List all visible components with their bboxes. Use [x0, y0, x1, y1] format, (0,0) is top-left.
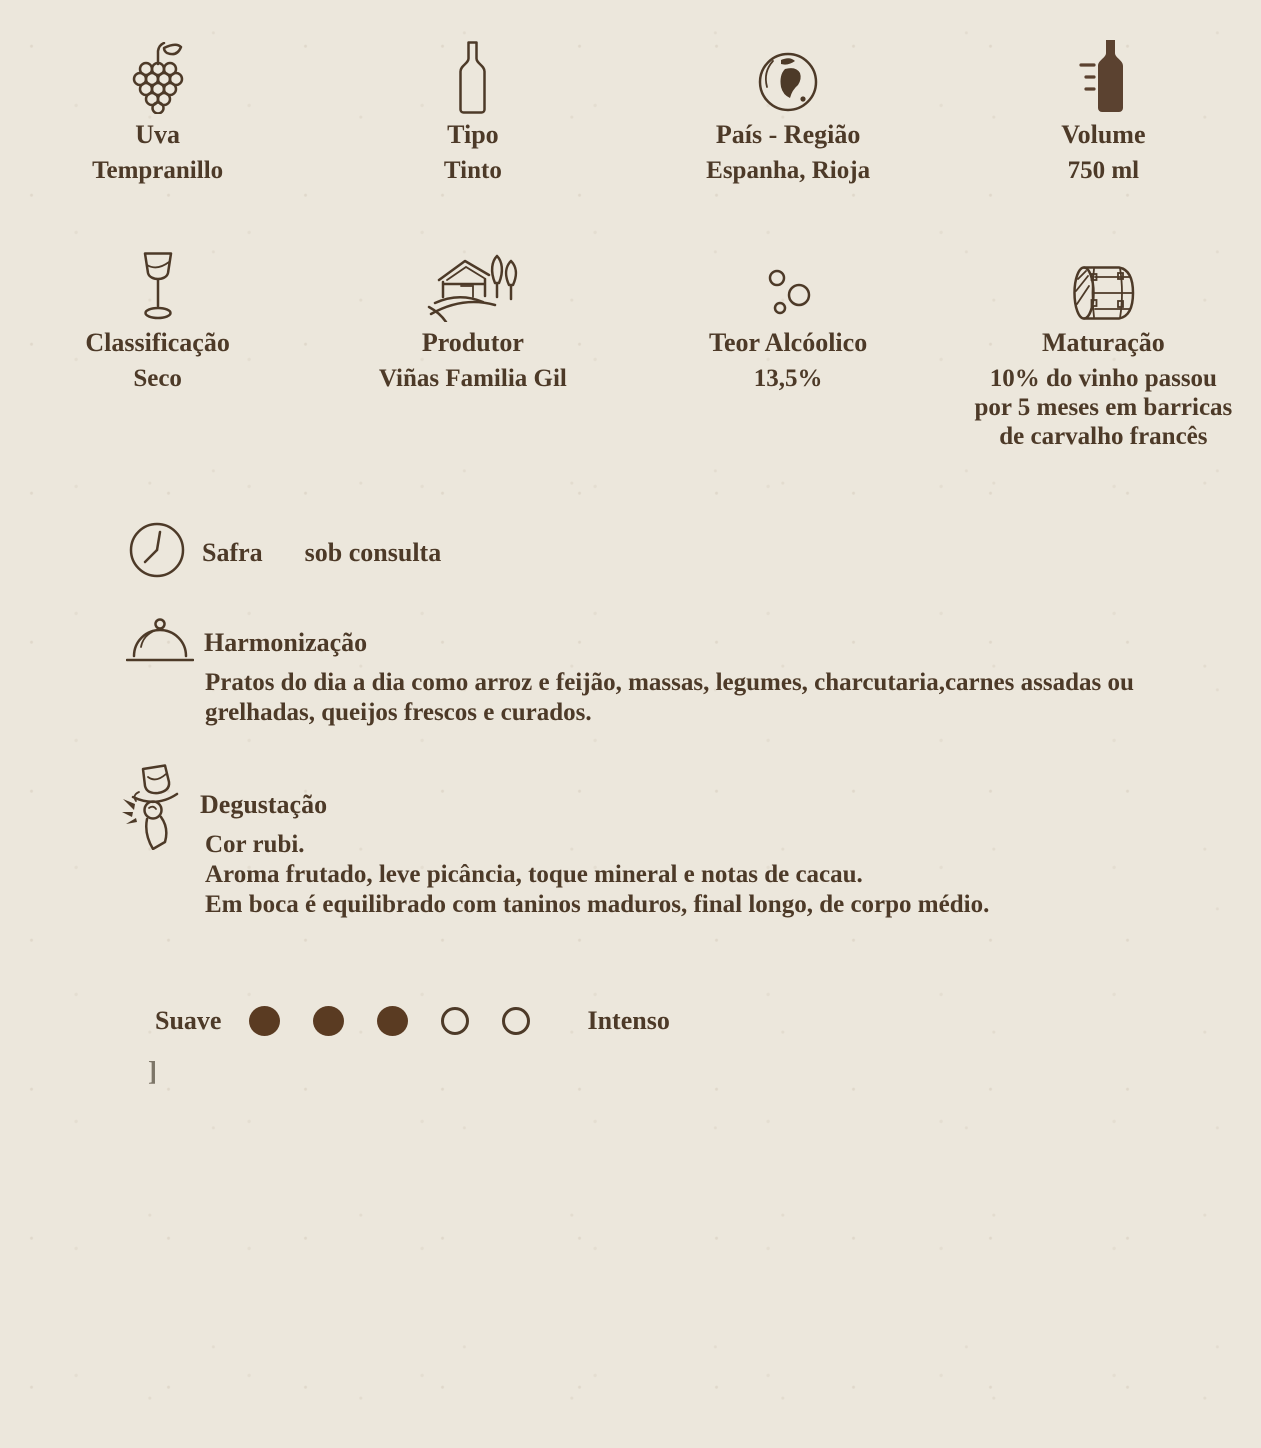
attribute-label: País - Região [715, 120, 861, 149]
clock-icon [128, 521, 186, 584]
attribute-label: Produtor [421, 328, 524, 357]
degustacao-line: Em boca é equilibrado com taninos maduros, final longo, de corpo médio. [205, 891, 990, 918]
degustacao-line: Cor rubi. [205, 831, 305, 858]
harmonizacao-title: Harmonização [204, 627, 368, 657]
degustacao-title: Degustação [200, 790, 328, 819]
safra-section [128, 521, 441, 584]
stray-bracket-glyph: ] [148, 1056, 157, 1086]
cloche-icon [126, 616, 194, 669]
attribute-volume [946, 38, 1261, 185]
attribute-label: Tipo [447, 120, 499, 149]
attribute-label: Maturação [1042, 328, 1165, 357]
attribute-teor-alcoolico [631, 250, 946, 451]
safra-label: Safra [202, 537, 263, 567]
wine-bottle-icon [315, 38, 630, 114]
globe-icon [631, 38, 946, 114]
attribute-value: Seco [133, 365, 182, 392]
attribute-pais-regiao [631, 38, 946, 185]
degustacao-text [205, 830, 989, 920]
intensity-dots [249, 1006, 563, 1036]
intensity-dot [377, 1006, 408, 1036]
attribute-maturacao [946, 250, 1261, 451]
attribute-value: Tinto [443, 157, 502, 184]
attribute-value: 13,5% [753, 365, 823, 392]
barrel-icon [946, 250, 1261, 322]
sommelier-icon [122, 764, 186, 855]
attribute-value: 10% do vinho passou por 5 meses em barricas de carvalho francês [974, 365, 1233, 450]
degustacao-line: Aroma frutado, leve picância, toque mineral e notas de cacau. [205, 861, 863, 888]
bubbles-icon [631, 250, 946, 322]
intensity-dot [502, 1007, 530, 1035]
harmonizacao-section [126, 616, 367, 669]
grapes-icon [0, 38, 315, 114]
attribute-value: 750 ml [1067, 157, 1140, 184]
attribute-label: Volume [1061, 120, 1146, 149]
intensity-right-label: Intenso [587, 1006, 670, 1035]
attribute-uva [0, 38, 315, 185]
intensity-dot [441, 1007, 469, 1035]
attribute-value: Tempranillo [92, 157, 224, 184]
attribute-tipo [315, 38, 630, 185]
volume-bottle-icon [946, 38, 1261, 114]
attribute-produtor [315, 250, 630, 451]
intensity-left-label: Suave [155, 1006, 222, 1035]
wine-glass-icon [0, 250, 315, 322]
farm-icon [315, 250, 630, 322]
attributes-row-1 [0, 38, 1261, 185]
safra-value: sob consulta [304, 537, 442, 567]
intensity-scale [155, 1006, 670, 1036]
attribute-label: Classificação [85, 328, 230, 357]
attributes-row-2 [0, 250, 1261, 451]
intensity-dot [313, 1006, 344, 1036]
attribute-label: Teor Alcóolico [709, 328, 868, 357]
intensity-dot [249, 1006, 280, 1036]
attribute-value: Espanha, Rioja [706, 157, 871, 184]
attribute-label: Uva [135, 120, 181, 149]
attribute-classificacao [0, 250, 315, 451]
harmonizacao-text: Pratos do dia a dia como arroz e feijão, massas, legumes, charcutaria,carnes assadas ou grelhadas, queijos frescos e curados. [205, 669, 1134, 726]
attribute-value: Viñas Familia Gil [378, 365, 567, 392]
